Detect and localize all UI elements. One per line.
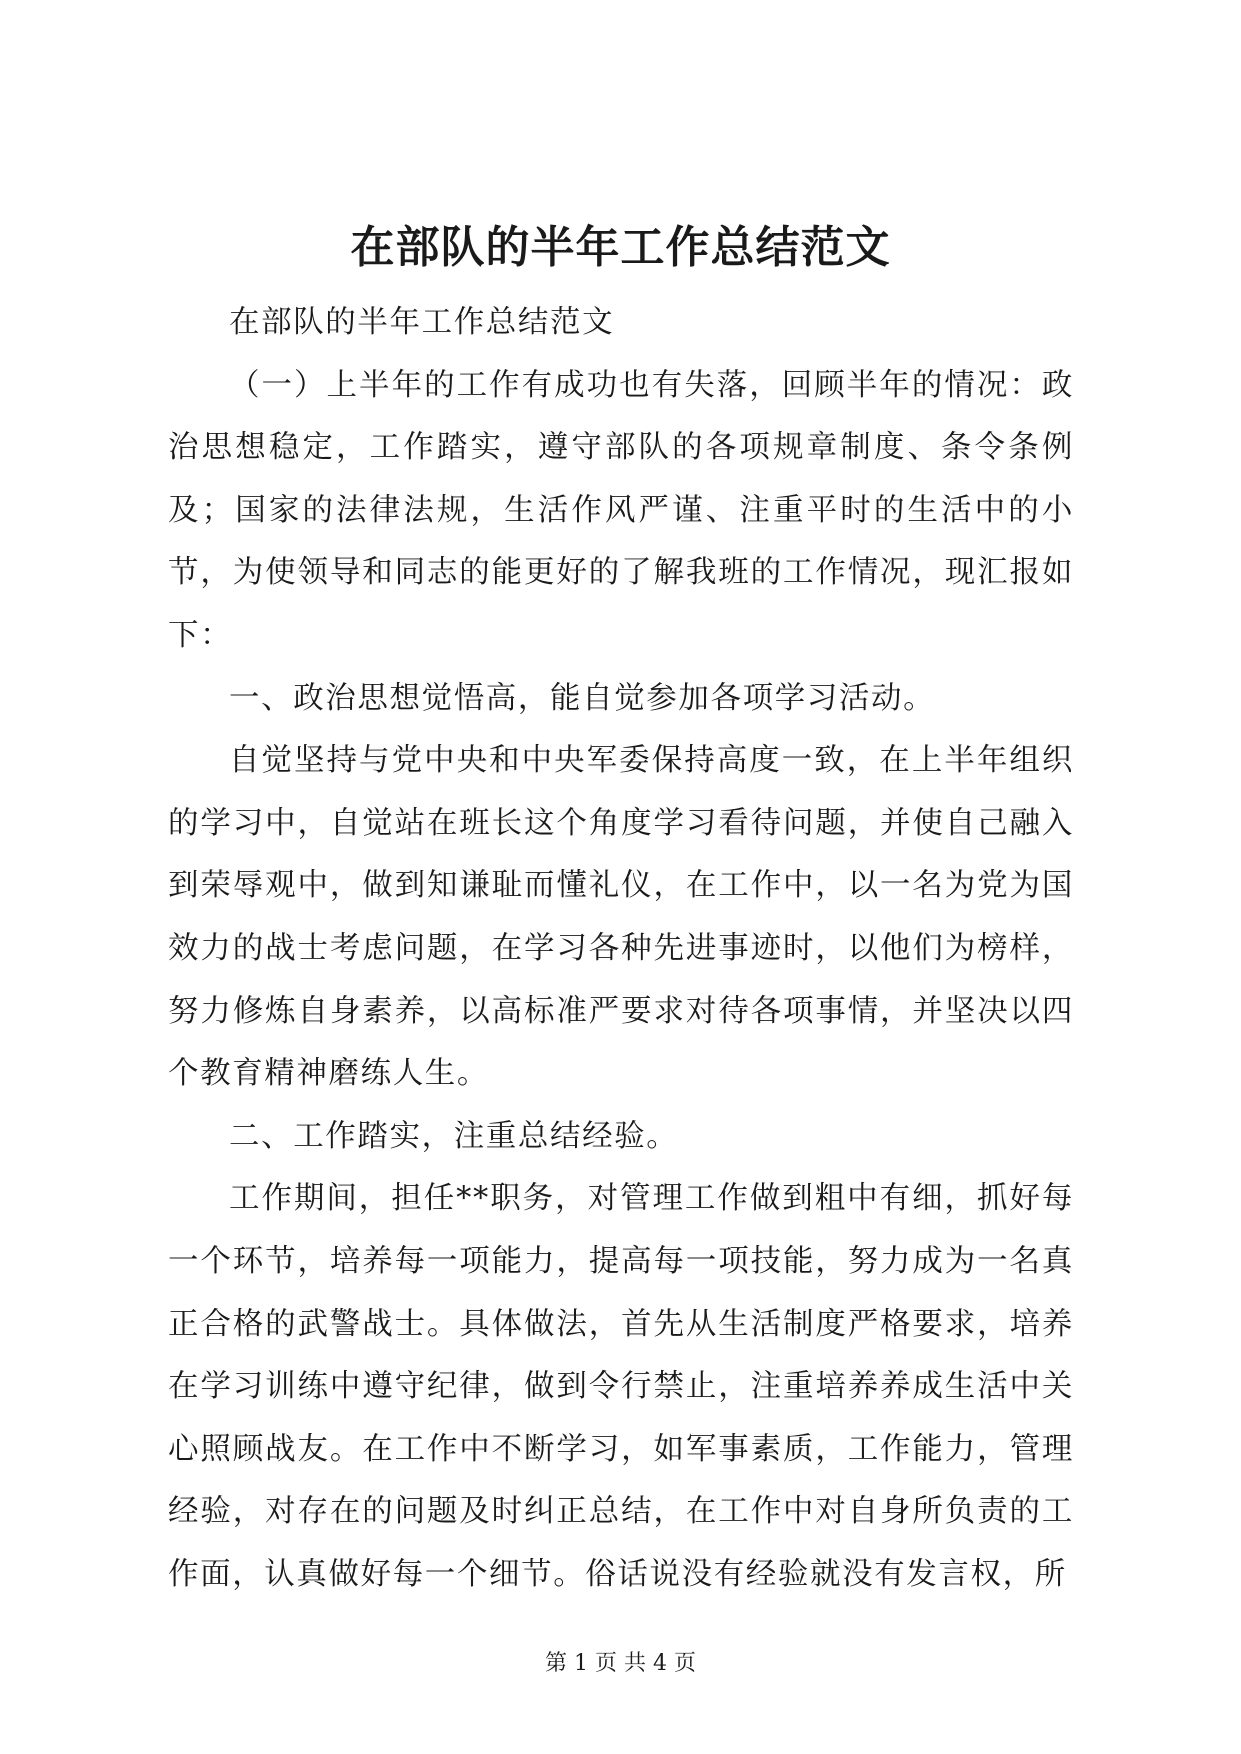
section-heading-1: 一、政治思想觉悟高，能自觉参加各项学习活动。 bbox=[229, 680, 936, 716]
intro-paragraph: （一）上半年的工作有成功也有失落，回顾半年的情况：政治思想稳定，工作踏实，遵守部队的各项规章制度、条令条例及；国家的法律法规，生活作风严谨、注重平时的生活中的小节，为使领导和同志的能更好的了解我班的工作情况，现汇报如下： bbox=[168, 367, 1074, 653]
document-title: 在部队的半年工作总结范文 bbox=[350, 222, 891, 273]
page-footer: 第 1 页 共 4 页 bbox=[545, 1651, 696, 1676]
document-body bbox=[168, 292, 1074, 1606]
subtitle-paragraph: 在部队的半年工作总结范文 bbox=[229, 305, 615, 340]
section-1-paragraph: 自觉坚持与党中央和中央军委保持高度一致，在上半年组织的学习中，自觉站在班长这个角度学习看待问题，并使自己融入到荣辱观中，做到知谦耻而懂礼仪，在工作中，以一名为党为国效力的战士考虑问题，在学习各种先进事迹时，以他们为榜样，努力修炼自身素养，以高标准严要求对待各项事情，并坚决以四个教育精神磨练人生。 bbox=[168, 743, 1074, 1092]
section-2-paragraph: 工作期间，担任**职务，对管理工作做到粗中有细，抓好每一个环节，培养每一项能力，提高每一项技能，努力成为一名真正合格的武警战士。具体做法，首先从生活制度严格要求，培养在学习训练中遵守纪律，做到令行禁止，注重培养养成生活中关心照顾战友。在工作中不断学习，如军事素质，工作能力，管理经验，对存在的问题及时纠正总结，在工作中对自身所负责的工作面，认真做好每一个细节。俗话说没有经验就没有发言权，所 bbox=[168, 1181, 1074, 1592]
section-heading-2: 二、工作踏实，注重总结经验。 bbox=[229, 1118, 679, 1154]
